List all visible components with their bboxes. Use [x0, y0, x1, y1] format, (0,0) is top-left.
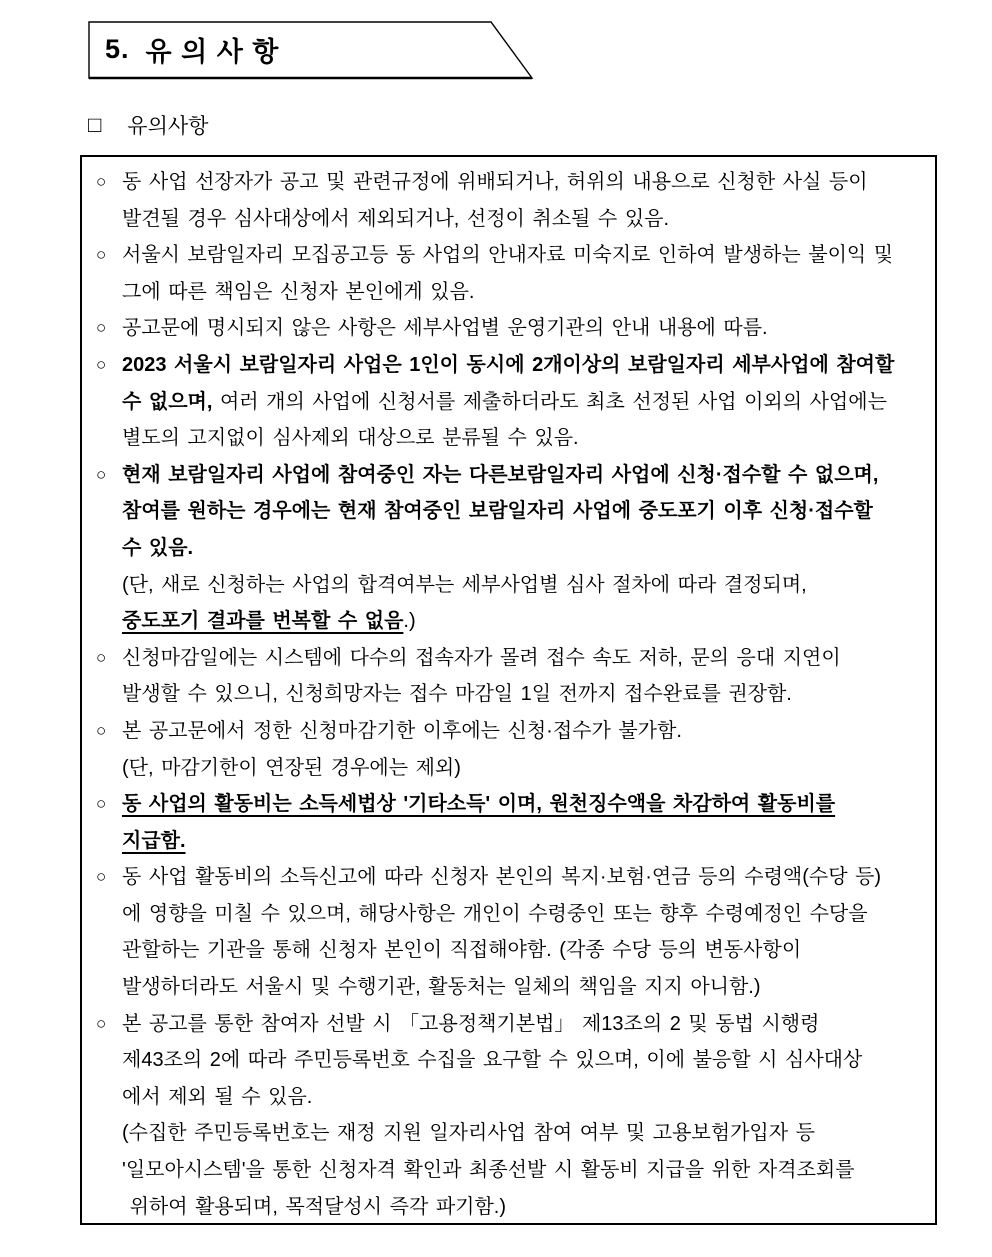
text-segment: 발생하더라도 서울시 및 수행기관, 활동처는 일체의 책임을 지지 아니함.) [122, 976, 761, 999]
notice-item-text [122, 640, 931, 713]
notice-line [122, 676, 931, 713]
text-segment: 에서 제외 될 수 있음. [122, 1085, 313, 1108]
text-segment: 발생할 수 있으니, 신청희망자는 접수 마감일 1일 전까지 접수완료를 권장함. [122, 683, 792, 706]
text-segment: 발견될 경우 심사대상에서 제외되거나, 선정이 취소될 수 있음. [122, 207, 670, 230]
bullet-marker: ○ [96, 354, 107, 374]
text-segment: 제43조의 2에 따라 주민등록번호 수집을 요구할 수 있으며, 이에 불응할 시 심사대상 [122, 1049, 863, 1072]
notice-item-text [122, 859, 931, 1005]
notice-line [122, 493, 931, 530]
text-segment: 중도포기 결과를 번복할 수 없음 [122, 610, 404, 633]
text-segment: 본 공고를 통한 참여자 선발 시 「고용정책기본법」 제13조의 2 및 동법 시행령 [122, 1012, 820, 1035]
notice-item [96, 310, 931, 347]
notice-line [122, 859, 931, 896]
text-segment: 관할하는 기관을 통해 신청자 본인이 직접해야함. (각종 수당 등의 변동사항이 [122, 939, 802, 962]
notice-item [96, 713, 931, 786]
notice-item-text [122, 1006, 931, 1225]
notice-line [122, 932, 931, 969]
notice-line [122, 420, 931, 457]
notice-line [122, 237, 931, 274]
notice-line [122, 201, 931, 238]
bullet-marker: ○ [96, 172, 107, 191]
text-segment: 본 공고문에서 정한 신청마감기한 이후에는 신청·접수가 불가함. [122, 719, 682, 742]
bullet-marker: ○ [96, 720, 107, 740]
notice-item-text [122, 310, 931, 347]
notice-line [122, 164, 931, 201]
section-header-text [105, 21, 279, 78]
notice-line [122, 347, 931, 384]
notice-line [122, 567, 931, 604]
notice-line [122, 1042, 931, 1079]
text-segment: 현재 보람일자리 사업에 참여중인 자는 다른보람일자리 사업에 신청·접수할 수 없으며, [122, 463, 879, 486]
notice-line [122, 750, 931, 787]
notice-line [122, 969, 931, 1006]
text-segment: 수 없으며, [122, 390, 213, 413]
notice-line [122, 896, 931, 933]
notice-line [122, 530, 931, 567]
bullet-marker: ○ [96, 647, 107, 667]
notice-item [96, 1006, 931, 1225]
text-segment: 여러 개의 사업에 신청서를 제출하더라도 최초 선정된 사업 이외의 사업에는 [212, 390, 887, 413]
notice-line [122, 457, 931, 494]
notice-item [96, 786, 931, 859]
notice-line [122, 640, 931, 677]
text-segment: (단, 마감기한이 연장된 경우에는 제외) [122, 756, 461, 779]
notice-item-text [122, 713, 931, 786]
text-segment: 그에 따른 책임은 신청자 본인에게 있음. [122, 280, 475, 303]
notice-line [122, 1115, 931, 1152]
text-segment: .) [403, 610, 416, 633]
section-title: 유 의 사 항 [145, 37, 280, 67]
notice-list [96, 164, 931, 1225]
subheading-label: 유의사항 [127, 115, 209, 138]
notice-item [96, 164, 931, 237]
text-segment: 공고문에 명시되지 않은 사항은 세부사업별 운영기관의 안내 내용에 따름. [122, 317, 768, 340]
notice-line [122, 1152, 931, 1189]
text-segment: (수집한 주민등록번호는 재정 지원 일자리사업 참여 여부 및 고용보험가입자 등 [122, 1122, 815, 1145]
notice-item-text [122, 164, 931, 237]
checkbox-marker: □ [88, 112, 102, 137]
notice-item [96, 640, 931, 713]
notice-line [122, 713, 931, 750]
notice-box [80, 155, 937, 1225]
notice-line [122, 603, 931, 640]
text-segment: 위하여 활용되며, 목적달성시 즉각 파기함.) [122, 1195, 507, 1218]
text-segment: 별도의 고지없이 심사제외 대상으로 분류될 수 있음. [122, 427, 579, 450]
text-segment: 신청마감일에는 시스템에 다수의 접속자가 몰려 접수 속도 저하, 문의 응대 지연이 [122, 646, 841, 669]
notice-line [122, 1189, 931, 1225]
text-segment: 지급함. [122, 829, 186, 852]
notice-line [122, 384, 931, 421]
bullet-marker: ○ [96, 1013, 107, 1033]
notice-item [96, 457, 931, 640]
text-segment: 서울시 보람일자리 모집공고등 동 사업의 안내자료 미숙지로 인하여 발생하는 불이익 및 [122, 244, 894, 267]
bullet-marker: ○ [96, 318, 107, 338]
text-segment: (단, 새로 신청하는 사업의 합격여부는 세부사업별 심사 절차에 따라 결정되며, [122, 573, 807, 596]
notice-line [122, 786, 931, 823]
notice-item-text [122, 347, 931, 457]
notice-line [122, 310, 931, 347]
section-header [88, 21, 534, 80]
subheading [88, 110, 208, 140]
bullet-marker: ○ [96, 867, 107, 887]
text-segment: 에 영향을 미칠 수 있으며, 해당사항은 개인이 수령중인 또는 향후 수령예정인 수당을 [122, 902, 868, 925]
notice-item [96, 347, 931, 457]
bullet-marker: ○ [96, 464, 107, 484]
section-number: 5. [105, 34, 130, 64]
bullet-marker: ○ [96, 794, 107, 814]
notice-line [122, 823, 931, 860]
text-segment: '일모아시스템'을 통한 신청자격 확인과 최종선발 시 활동비 지급을 위한 자격조회를 [122, 1159, 855, 1182]
text-segment: 2023 서울시 보람일자리 사업은 1인이 동시에 2개이상의 보람일자리 세부사업에 참여할 [122, 353, 895, 376]
bullet-marker: ○ [96, 245, 107, 265]
text-segment: 동 사업의 활동비는 소득세법상 '기타소득' 이며, 원천징수액을 차감하여 활동비를 [122, 793, 836, 816]
text-segment: 동 사업 선장자가 공고 및 관련규정에 위배되거나, 허위의 내용으로 신청한 사실 등이 [122, 171, 868, 193]
text-segment: 동 사업 활동비의 소득신고에 따라 신청자 본인의 복지·보험·연금 등의 수령액(수당 등) [122, 866, 882, 889]
notice-item-text [122, 457, 931, 640]
notice-item [96, 859, 931, 1005]
notice-item-text [122, 237, 931, 310]
notice-item-text [122, 786, 931, 859]
notice-line [122, 274, 931, 311]
notice-line [122, 1006, 931, 1043]
text-segment: 수 있음. [122, 536, 194, 559]
notice-line [122, 1079, 931, 1116]
notice-item [96, 237, 931, 310]
text-segment: 참여를 원하는 경우에는 현재 참여중인 보람일자리 사업에 중도포기 이후 신청·접수할 [122, 500, 873, 523]
